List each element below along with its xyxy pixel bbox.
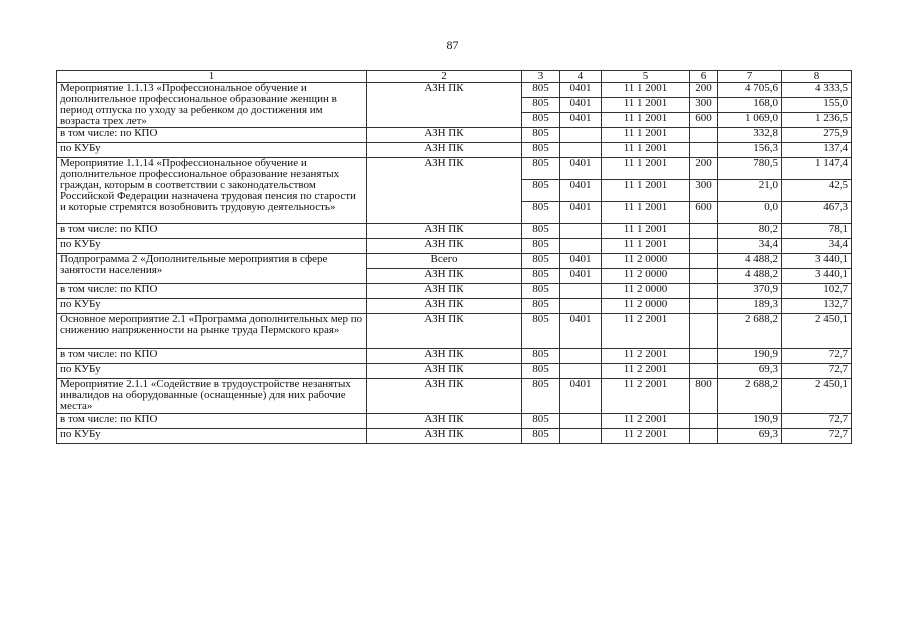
cell-c6: 200 bbox=[690, 83, 718, 98]
cell-c5: 11 2 0000 bbox=[602, 299, 690, 314]
cell-c3: 805 bbox=[522, 254, 560, 269]
cell-c3: 805 bbox=[522, 128, 560, 143]
cell-c6: 200 bbox=[690, 158, 718, 180]
cell-c5: 11 1 2001 bbox=[602, 180, 690, 202]
cell-c4: 0401 bbox=[560, 98, 602, 113]
header-cell: 3 bbox=[522, 71, 560, 83]
cell-c4 bbox=[560, 143, 602, 158]
cell-c5: 11 2 0000 bbox=[602, 269, 690, 284]
row-description: в том числе: по КПО bbox=[57, 128, 367, 143]
row-description: в том числе: по КПО bbox=[57, 349, 367, 364]
cell-c5: 11 1 2001 bbox=[602, 143, 690, 158]
cell-c7: 168,0 bbox=[718, 98, 782, 113]
cell-c4 bbox=[560, 224, 602, 239]
cell-c5: 11 2 2001 bbox=[602, 314, 690, 349]
cell-c8: 42,5 bbox=[782, 180, 852, 202]
cell-c4 bbox=[560, 429, 602, 444]
admin-cell: АЗН ПК bbox=[367, 379, 522, 414]
cell-c8: 132,7 bbox=[782, 299, 852, 314]
row-description: Основное мероприятие 2.1 «Программа дополнительных мер по снижению напряженности на рынке труда Пермского края» bbox=[57, 314, 367, 349]
cell-c7: 780,5 bbox=[718, 158, 782, 180]
table-header-row bbox=[57, 71, 852, 83]
cell-c7: 4 488,2 bbox=[718, 254, 782, 269]
cell-c6 bbox=[690, 224, 718, 239]
cell-c6 bbox=[690, 314, 718, 349]
cell-c7: 2 688,2 bbox=[718, 314, 782, 349]
cell-c6 bbox=[690, 128, 718, 143]
cell-c6 bbox=[690, 429, 718, 444]
admin-cell: АЗН ПК bbox=[367, 314, 522, 349]
table-row bbox=[57, 414, 852, 429]
cell-c5: 11 1 2001 bbox=[602, 83, 690, 98]
row-description: по КУБу bbox=[57, 429, 367, 444]
cell-c3: 805 bbox=[522, 113, 560, 128]
cell-c8: 72,7 bbox=[782, 364, 852, 379]
row-description: по КУБу bbox=[57, 299, 367, 314]
cell-c4 bbox=[560, 299, 602, 314]
cell-c4: 0401 bbox=[560, 113, 602, 128]
table-row bbox=[57, 284, 852, 299]
table-row bbox=[57, 299, 852, 314]
cell-c5: 11 2 0000 bbox=[602, 284, 690, 299]
cell-c5: 11 2 2001 bbox=[602, 364, 690, 379]
cell-c3: 805 bbox=[522, 143, 560, 158]
header-cell: 8 bbox=[782, 71, 852, 83]
table-row bbox=[57, 224, 852, 239]
cell-c4 bbox=[560, 364, 602, 379]
row-description: по КУБу bbox=[57, 239, 367, 254]
cell-c7: 69,3 bbox=[718, 429, 782, 444]
cell-c6 bbox=[690, 269, 718, 284]
cell-c8: 155,0 bbox=[782, 98, 852, 113]
cell-c7: 2 688,2 bbox=[718, 379, 782, 414]
header-cell: 4 bbox=[560, 71, 602, 83]
admin-cell: АЗН ПК bbox=[367, 239, 522, 254]
admin-cell: АЗН ПК bbox=[367, 299, 522, 314]
cell-c7: 34,4 bbox=[718, 239, 782, 254]
cell-c4 bbox=[560, 349, 602, 364]
cell-c7: 190,9 bbox=[718, 414, 782, 429]
cell-c3: 805 bbox=[522, 314, 560, 349]
admin-cell: АЗН ПК bbox=[367, 284, 522, 299]
cell-c6: 800 bbox=[690, 379, 718, 414]
table-row bbox=[57, 83, 852, 98]
cell-c5: 11 2 2001 bbox=[602, 414, 690, 429]
cell-c6 bbox=[690, 299, 718, 314]
cell-c3: 805 bbox=[522, 299, 560, 314]
row-description: по КУБу bbox=[57, 364, 367, 379]
cell-c4: 0401 bbox=[560, 180, 602, 202]
admin-cell: АЗН ПК bbox=[367, 414, 522, 429]
cell-c3: 805 bbox=[522, 98, 560, 113]
cell-c8: 78,1 bbox=[782, 224, 852, 239]
cell-c6 bbox=[690, 364, 718, 379]
cell-c5: 11 1 2001 bbox=[602, 202, 690, 224]
cell-c6: 300 bbox=[690, 98, 718, 113]
table-row bbox=[57, 429, 852, 444]
cell-c6 bbox=[690, 414, 718, 429]
cell-c7: 370,9 bbox=[718, 284, 782, 299]
cell-c8: 275,9 bbox=[782, 128, 852, 143]
row-description: в том числе: по КПО bbox=[57, 284, 367, 299]
cell-c4: 0401 bbox=[560, 254, 602, 269]
table-row bbox=[57, 254, 852, 269]
cell-c8: 1 147,4 bbox=[782, 158, 852, 180]
row-description: Подпрограмма 2 «Дополнительные мероприятия в сфере занятости населения» bbox=[57, 254, 367, 284]
cell-c8: 34,4 bbox=[782, 239, 852, 254]
cell-c3: 805 bbox=[522, 180, 560, 202]
cell-c7: 0,0 bbox=[718, 202, 782, 224]
cell-c5: 11 1 2001 bbox=[602, 239, 690, 254]
row-description: Мероприятие 1.1.13 «Профессиональное обучение и дополнительное профессиональное образование женщин в период отпуска по уходу за ребенком до достижения им возраста трех лет» bbox=[57, 83, 367, 128]
cell-c8: 72,7 bbox=[782, 349, 852, 364]
cell-c3: 805 bbox=[522, 349, 560, 364]
cell-c4 bbox=[560, 239, 602, 254]
cell-c3: 805 bbox=[522, 202, 560, 224]
cell-c8: 4 333,5 bbox=[782, 83, 852, 98]
cell-c3: 805 bbox=[522, 364, 560, 379]
table-row bbox=[57, 314, 852, 349]
cell-c8: 1 236,5 bbox=[782, 113, 852, 128]
table-row bbox=[57, 143, 852, 158]
cell-c8: 467,3 bbox=[782, 202, 852, 224]
cell-c7: 189,3 bbox=[718, 299, 782, 314]
cell-c8: 137,4 bbox=[782, 143, 852, 158]
table-row bbox=[57, 158, 852, 180]
table-row bbox=[57, 379, 852, 414]
cell-c7: 69,3 bbox=[718, 364, 782, 379]
cell-c6: 600 bbox=[690, 113, 718, 128]
cell-c3: 805 bbox=[522, 429, 560, 444]
cell-c3: 805 bbox=[522, 224, 560, 239]
budget-table bbox=[56, 70, 852, 444]
admin-cell: АЗН ПК bbox=[367, 158, 522, 224]
cell-c7: 156,3 bbox=[718, 143, 782, 158]
page-number: 87 bbox=[446, 38, 459, 52]
table-row bbox=[57, 364, 852, 379]
cell-c7: 4 488,2 bbox=[718, 269, 782, 284]
cell-c3: 805 bbox=[522, 379, 560, 414]
cell-c3: 805 bbox=[522, 284, 560, 299]
cell-c7: 80,2 bbox=[718, 224, 782, 239]
cell-c3: 805 bbox=[522, 269, 560, 284]
cell-c5: 11 1 2001 bbox=[602, 98, 690, 113]
admin-cell: АЗН ПК bbox=[367, 143, 522, 158]
cell-c6 bbox=[690, 143, 718, 158]
table-row bbox=[57, 349, 852, 364]
table-row bbox=[57, 128, 852, 143]
cell-c7: 332,8 bbox=[718, 128, 782, 143]
cell-c6 bbox=[690, 284, 718, 299]
row-description: в том числе: по КПО bbox=[57, 224, 367, 239]
table-body bbox=[57, 71, 852, 444]
cell-c6: 300 bbox=[690, 180, 718, 202]
cell-c4: 0401 bbox=[560, 269, 602, 284]
header-cell: 7 bbox=[718, 71, 782, 83]
row-description: по КУБу bbox=[57, 143, 367, 158]
cell-c7: 190,9 bbox=[718, 349, 782, 364]
cell-c3: 805 bbox=[522, 83, 560, 98]
cell-c4: 0401 bbox=[560, 202, 602, 224]
admin-cell: Всего bbox=[367, 254, 522, 269]
admin-cell: АЗН ПК bbox=[367, 224, 522, 239]
cell-c4: 0401 bbox=[560, 314, 602, 349]
admin-cell: АЗН ПК bbox=[367, 269, 522, 284]
table-row bbox=[57, 239, 852, 254]
cell-c6 bbox=[690, 239, 718, 254]
cell-c5: 11 1 2001 bbox=[602, 158, 690, 180]
cell-c8: 72,7 bbox=[782, 414, 852, 429]
cell-c8: 72,7 bbox=[782, 429, 852, 444]
cell-c7: 1 069,0 bbox=[718, 113, 782, 128]
cell-c7: 4 705,6 bbox=[718, 83, 782, 98]
cell-c5: 11 2 0000 bbox=[602, 254, 690, 269]
cell-c3: 805 bbox=[522, 239, 560, 254]
admin-cell: АЗН ПК bbox=[367, 128, 522, 143]
admin-cell: АЗН ПК bbox=[367, 83, 522, 128]
cell-c5: 11 1 2001 bbox=[602, 113, 690, 128]
cell-c4 bbox=[560, 128, 602, 143]
row-description: Мероприятие 2.1.1 «Содействие в трудоустройстве незанятых инвалидов на оборудованные (оснащенные) для них рабочие места» bbox=[57, 379, 367, 414]
cell-c8: 2 450,1 bbox=[782, 314, 852, 349]
cell-c5: 11 2 2001 bbox=[602, 429, 690, 444]
cell-c4 bbox=[560, 284, 602, 299]
cell-c5: 11 1 2001 bbox=[602, 128, 690, 143]
cell-c3: 805 bbox=[522, 158, 560, 180]
cell-c6: 600 bbox=[690, 202, 718, 224]
cell-c5: 11 2 2001 bbox=[602, 379, 690, 414]
row-description: в том числе: по КПО bbox=[57, 414, 367, 429]
cell-c7: 21,0 bbox=[718, 180, 782, 202]
cell-c4 bbox=[560, 414, 602, 429]
cell-c6 bbox=[690, 349, 718, 364]
header-cell: 1 bbox=[57, 71, 367, 83]
cell-c4: 0401 bbox=[560, 83, 602, 98]
cell-c4: 0401 bbox=[560, 158, 602, 180]
header-cell: 6 bbox=[690, 71, 718, 83]
cell-c4: 0401 bbox=[560, 379, 602, 414]
cell-c3: 805 bbox=[522, 414, 560, 429]
cell-c8: 102,7 bbox=[782, 284, 852, 299]
header-cell: 5 bbox=[602, 71, 690, 83]
admin-cell: АЗН ПК bbox=[367, 429, 522, 444]
cell-c8: 3 440,1 bbox=[782, 254, 852, 269]
admin-cell: АЗН ПК bbox=[367, 349, 522, 364]
cell-c5: 11 2 2001 bbox=[602, 349, 690, 364]
header-cell: 2 bbox=[367, 71, 522, 83]
cell-c8: 2 450,1 bbox=[782, 379, 852, 414]
row-description: Мероприятие 1.1.14 «Профессиональное обучение и дополнительное профессиональное образование незанятых граждан, которым в соответствии с законодательством Российской Федерации назначена трудовая пенсия по старости и которые стремятся возобновить трудовую деятельность» bbox=[57, 158, 367, 224]
admin-cell: АЗН ПК bbox=[367, 364, 522, 379]
cell-c6 bbox=[690, 254, 718, 269]
cell-c8: 3 440,1 bbox=[782, 269, 852, 284]
cell-c5: 11 1 2001 bbox=[602, 224, 690, 239]
